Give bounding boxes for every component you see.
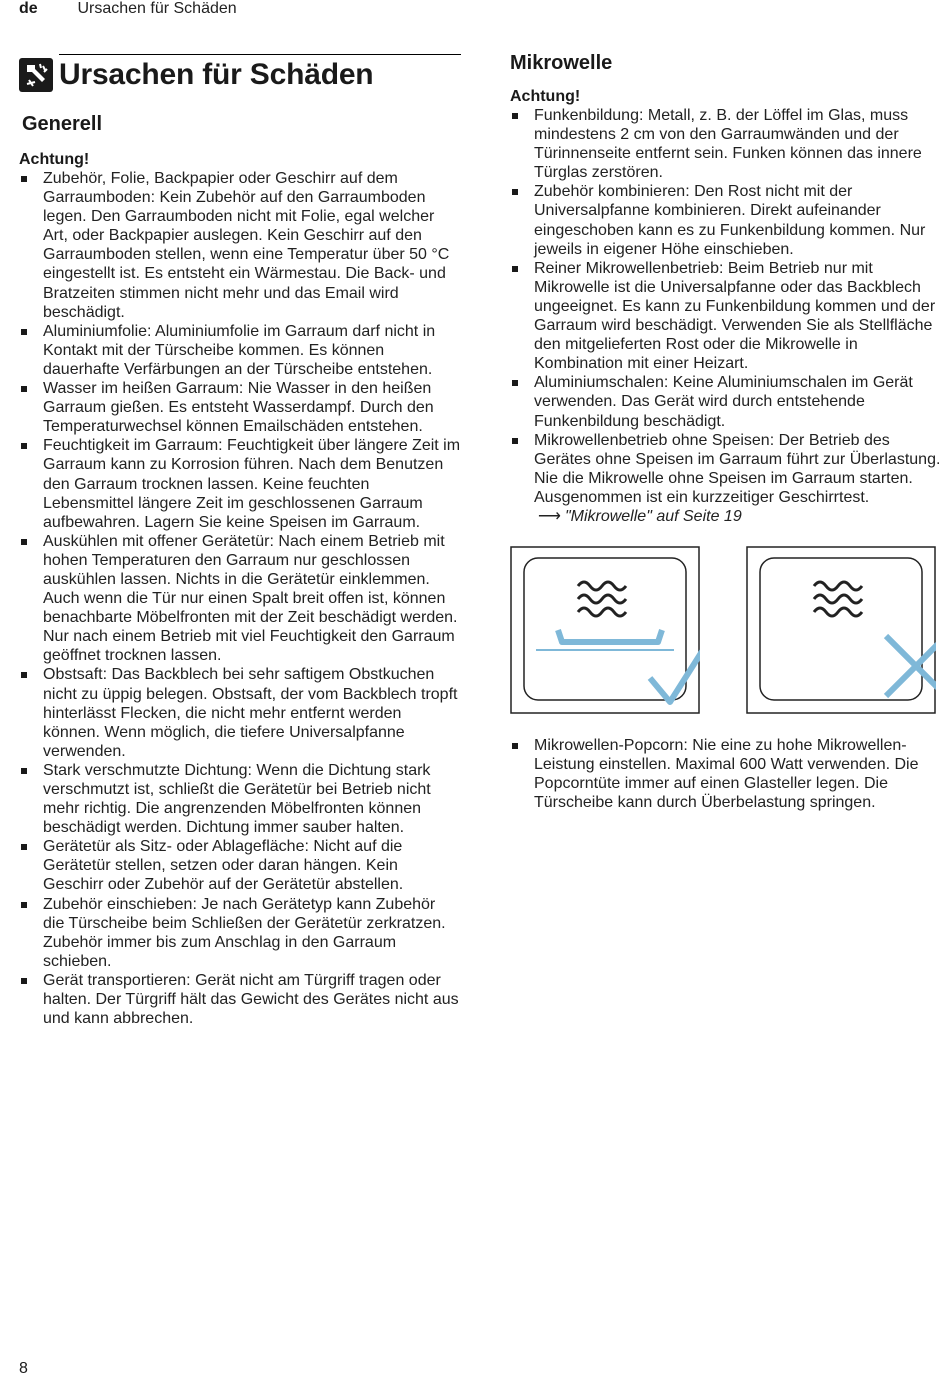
page-reference-link[interactable]: "Mikrowelle" auf Seite 19 [564,507,742,525]
page-title-row [19,58,461,92]
list-item [510,431,950,526]
microwave-incorrect-illustration [746,546,936,716]
list-item: Gerätetür als Sitz- oder Ablagefläche: Nicht auf die Gerätetür stellen, setzen oder daran hängen. Kein Geschirr oder Zubehör auf der Gerätetür abstellen. [19,837,461,894]
running-title: Ursachen für Schäden [77,0,237,17]
list-item-text: Mikrowellenbetrieb ohne Speisen: Der Betrieb des Gerätes ohne Speisen im Garraum führt zur Überlastung. Nie die Mikrowelle ohne Speisen im Garraum starten. Ausgenommen ist ein kurzzeitiger Geschirrtest. [534,431,941,506]
list-item: Mikrowellen-Popcorn: Nie eine zu hohe Mikrowellen-Leistung einstellen. Maximal 600 Watt verwenden. Die Popcorntüte immer auf einen Glasteller legen. Die Türscheibe kann durch Überbelastung springen. [510,736,950,812]
list-item: Aluminiumfolie: Aluminiumfolie im Garraum darf nicht in Kontakt mit der Türscheibe kommen. Es können dauerhafte Verfärbungen an der Türscheibe entstehen. [19,322,461,379]
language-code: de [19,0,38,17]
left-column [19,54,461,1028]
general-list [19,169,461,1028]
list-item: Stark verschmutzte Dichtung: Wenn die Dichtung stark verschmutzt ist, schließt die Gerätetür bei Betrieb nicht mehr richtig. Die angrenzenden Möbelfronten können beschädigt werden. Dichtung immer sauber halten. [19,761,461,837]
list-item: Reiner Mikrowellenbetrieb: Beim Betrieb nur mit Mikrowelle ist die Universalpfanne oder das Backblech ungeeignet. Es kann zu Funkenbildung kommen und der Garraum wird beschädigt. Verwenden Sie als Stellfläche den mitgelieferten Rost oder die Mikrowelle in Kombination mit einer Heizart. [510,259,950,374]
page-title: Ursachen für Schäden [59,58,374,91]
damage-warning-icon [19,58,53,92]
list-item: Feuchtigkeit im Garraum: Feuchtigkeit über längere Zeit im Garraum kann zu Korrosion führen. Nach dem Benutzen den Garraum trocknen lassen. Keine feuchten Lebensmittel längere Zeit im geschlossenen Garraum aufbewahren. Lagern Sie keine Speisen im Garraum. [19,436,461,531]
right-column [510,50,950,812]
list-item: Zubehör, Folie, Backpapier oder Geschirr auf dem Garraumboden: Kein Zubehör auf den Garraumboden legen. Den Garraumboden nicht mit Folie, egal welcher Art, oder Backpapier auslegen. Kein Geschirr auf den Garraumboden stellen, wenn eine Temperatur über 50 °C eingestellt ist. Es entsteht ein Wärmestau. Die Back- und Bratzeiten stimmen nicht mehr und das Email wird beschädigt. [19,169,461,322]
microwave-list [510,106,950,526]
list-item: Gerät transportieren: Gerät nicht am Türgriff tragen oder halten. Der Türgriff hält das Gewicht des Gerätes nicht aus und kann abbrechen. [19,971,461,1028]
illustration-row [510,546,950,716]
arrow-right-icon: ⟶ [538,507,561,525]
list-item: Zubehör kombinieren: Den Rost nicht mit der Universalpfanne kombinieren. Direkt aufeinander eingeschoben kann es zu Funkenbildung kommen. Nur jeweils in eigener Höhe einschieben. [510,182,950,258]
warning-label: Achtung! [510,88,581,105]
list-item: Wasser im heißen Garraum: Nie Wasser in den heißen Garraum gießen. Es entsteht Wasserdampf. Durch den Temperaturwechsel können Emailschäden entstehen. [19,379,461,436]
title-rule [59,54,461,55]
list-item: Auskühlen mit offener Gerätetür: Nach einem Betrieb mit hohen Temperaturen den Garraum nur geschlossen auskühlen lassen. Nichts in die Gerätetür einklemmen. Auch wenn die Tür nur einen Spalt breit offen ist, können benachbarte Möbelfronten mit der Zeit beschädigt werden. Nur nach einem Betrieb mit viel Feuchtigkeit den Garraum geöffnet trocknen lassen. [19,532,461,666]
section-heading-general: Generell [22,113,103,135]
list-item: Aluminiumschalen: Keine Aluminiumschalen im Gerät verwenden. Das Gerät wird durch entstehende Funkenbildung beschädigt. [510,373,950,430]
page-header [19,0,237,20]
microwave-correct-illustration [510,546,700,716]
section-heading-microwave: Mikrowelle [510,52,613,74]
warning-label: Achtung! [19,151,90,168]
list-item: Funkenbildung: Metall, z. B. der Löffel im Glas, muss mindestens 2 cm von den Garraumwänden und der Türinnenseite entfernt sein. Funken können das innere Türglas zerstören. [510,106,950,182]
list-item: Obstsaft: Das Backblech bei sehr saftigem Obstkuchen nicht zu üppig belegen. Obstsaft, der vom Backblech tropft hinterlässt Flecken, die nicht mehr entfernt werden können. Wenn möglich, die tiefere Universalpfanne verwenden. [19,665,461,760]
list-item: Zubehör einschieben: Je nach Gerätetyp kann Zubehör die Türscheibe beim Schließen der Gerätetür zerkratzen. Zubehör immer bis zum Anschlag in den Garraum schieben. [19,895,461,971]
popcorn-list [510,736,950,812]
page-number: 8 [19,1360,28,1377]
